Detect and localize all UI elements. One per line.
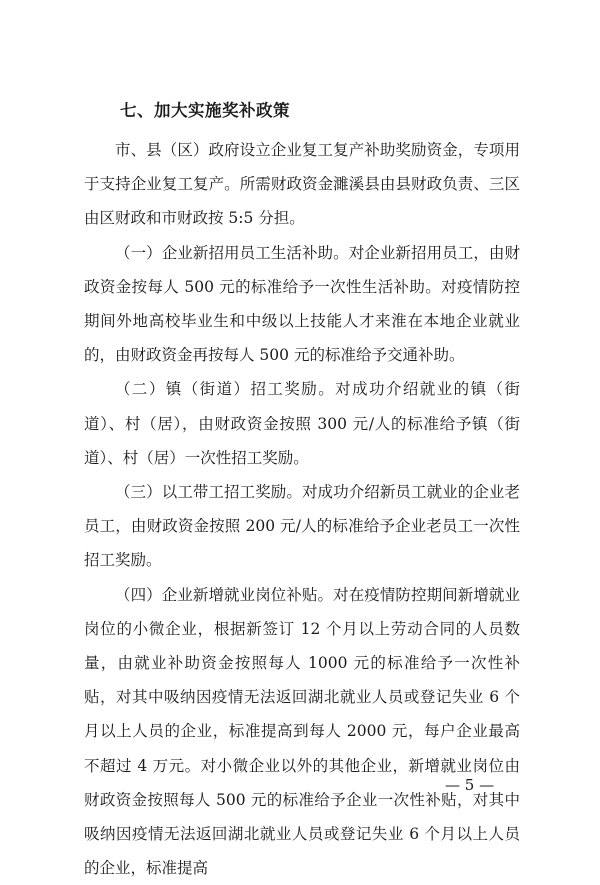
paragraph-text: 对企业新招用员工，由财政资金按每人 500 元的标准给予一次性生活补助。对疫情防控期间外地高校毕业生和中级以上技能人才来淮在本地企业就业的，由财政资金再按每人 500 元的标准给予交通补助。 (84, 243, 520, 365)
document-body (84, 133, 520, 885)
paragraph-item-1 (84, 236, 520, 373)
paragraph-intro (84, 133, 520, 236)
paragraph-text: 市、县（区）政府设立企业复工复产补助奖励资金，专项用于支持企业复工复产。所需财政资金濉溪县由县财政负责、三区由区财政和市财政按 5:5 分担。 (84, 141, 520, 228)
section-heading: 七、加大实施奖补政策 (120, 101, 290, 120)
paragraph-text: 对成功介绍新员工就业的企业老员工，由财政资金按照 200 元/人的标准给予企业老员工一次性招工奖励。 (84, 483, 520, 570)
paragraph-text: 对在疫情防控期间新增就业岗位的小微企业，根据新签订 12 个月以上劳动合同的人员数量，由就业补助资金按照每人 1000 元的标准给予一次性补贴，对其中吸纳因疫情无法返回湖北就业人员或登记失业 6 个月以上人员的企业，标准提高到每人 2000 元，每户企业最高不超过 4 万元。对小微企业以外的其他企业，新增就业岗位由财政资金按照每人 500 元的标准给予企业一次性补贴，对其中吸纳因疫情无法返回湖北就业人员或登记失业 6 个月以上人员的企业，标准提高 (84, 585, 520, 878)
paragraph-item-2 (84, 372, 520, 475)
paragraph-text: 对成功介绍就业的镇（街道）、村（居），由财政资金按照 300 元/人的标准给予镇（街道）、村（居）一次性招工奖励。 (84, 380, 520, 467)
paragraph-title: （二）镇（街道）招工奖励。 (115, 380, 336, 399)
page-number: — 5 — (445, 776, 495, 794)
paragraph-title: （一）企业新招用员工生活补助。 (115, 243, 349, 262)
paragraph-title: （四）企业新增就业岗位补贴。 (115, 585, 334, 604)
paragraph-item-4 (84, 578, 520, 885)
paragraph-item-3 (84, 475, 520, 578)
paragraph-title: （三）以工带工招工奖励。 (115, 483, 302, 502)
